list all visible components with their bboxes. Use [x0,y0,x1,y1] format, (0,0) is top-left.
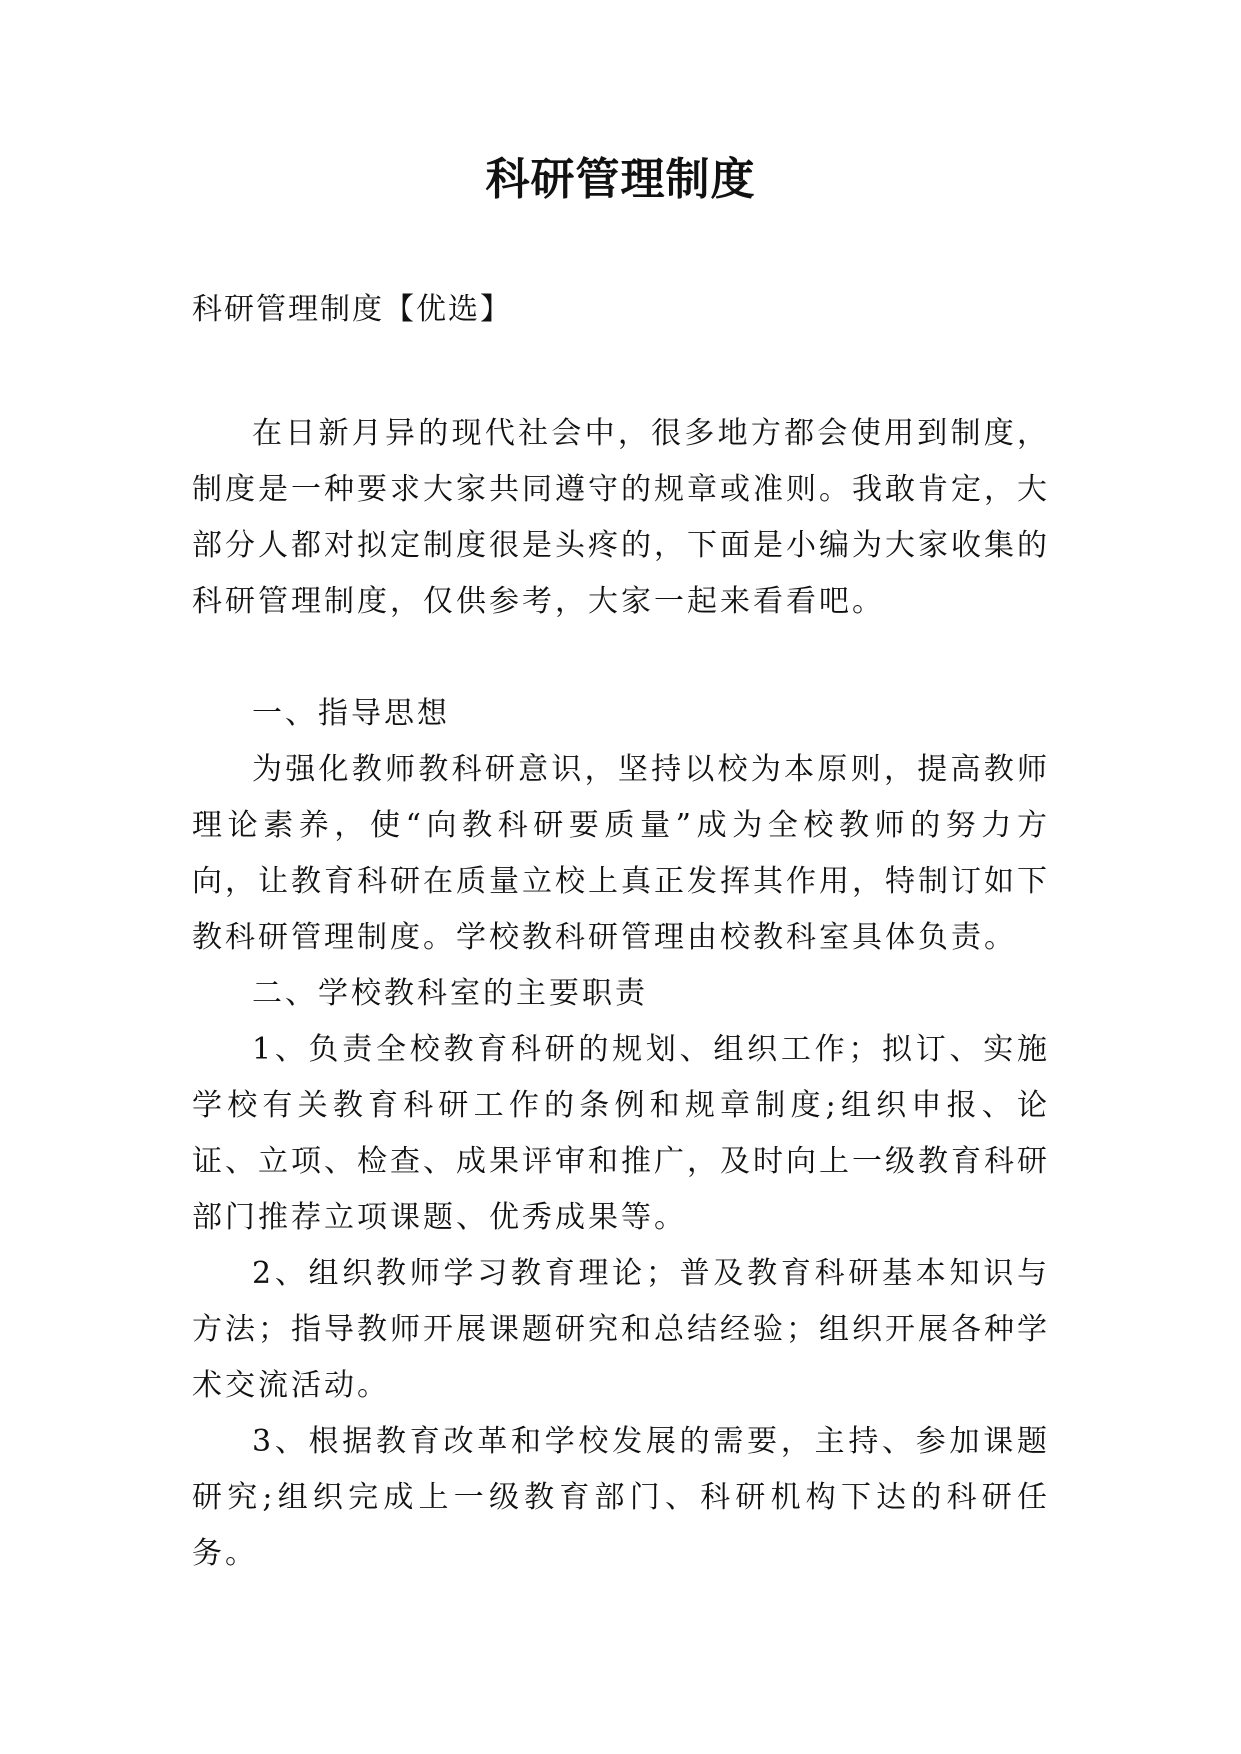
duty-item-3: 3、根据教育改革和学校发展的需要，主持、参加课题研究;组织完成上一级教育部门、科研机构下达的科研任务。 [192,1424,1050,1571]
section-heading-guiding-thought: 一、指导思想 [252,696,450,731]
intro-block [192,406,1050,630]
section-heading-office-duties: 二、学校教科室的主要职责 [252,976,648,1011]
policy-sections [192,686,1050,1582]
duty-item-1: 1、负责全校教育科研的规划、组织工作；拟订、实施学校有关教育科研工作的条例和规章制度;组织申报、论证、立项、检查、成果评审和推广，及时向上一级教育科研部门推荐立项课题、优秀成果等。 [192,1032,1050,1235]
document-subtitle: 科研管理制度【优选】 [192,292,512,327]
guiding-thought-paragraph: 为强化教师教科研意识，坚持以校为本原则，提高教师理论素养，使“向教科研要质量”成为全校教师的努力方向，让教育科研在质量立校上真正发挥其作用，特制订如下教科研管理制度。学校教科研管理由校教科室具体负责。 [192,752,1050,955]
document-title: 科研管理制度 [485,154,756,205]
duty-item-2: 2、组织教师学习教育理论；普及教育科研基本知识与方法；指导教师开展课题研究和总结经验；组织开展各种学术交流活动。 [192,1256,1050,1403]
intro-paragraph: 在日新月异的现代社会中，很多地方都会使用到制度，制度是一种要求大家共同遵守的规章或准则。我敢肯定，大部分人都对拟定制度很是头疼的，下面是小编为大家收集的科研管理制度，仅供参考，大家一起来看看吧。 [192,416,1050,619]
